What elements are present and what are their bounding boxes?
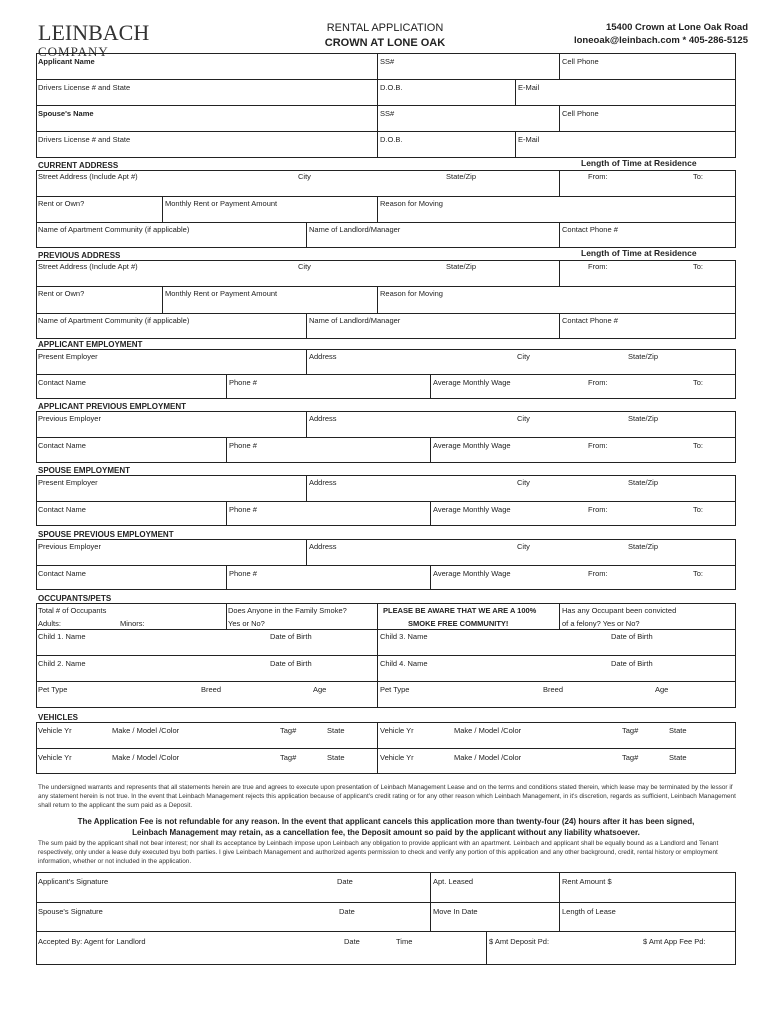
employer-address-field[interactable]: Address bbox=[309, 352, 337, 361]
vehicle-4-tag-field[interactable]: Tag# bbox=[622, 753, 639, 762]
vehicle-4-state-field[interactable]: State bbox=[669, 753, 687, 762]
child-3-name-field[interactable]: Child 3. Name bbox=[380, 632, 428, 641]
rent-amount-field[interactable]: Rent Amount $ bbox=[562, 877, 612, 886]
employer-state-field[interactable]: State/Zip bbox=[628, 542, 659, 551]
previous-address-block bbox=[36, 260, 736, 339]
employment-heading: SPOUSE EMPLOYMENT bbox=[38, 466, 131, 475]
signature-block bbox=[36, 872, 736, 965]
spouse-license-field[interactable]: Drivers License # and State bbox=[38, 135, 131, 144]
employer-from-field[interactable]: From: bbox=[588, 378, 608, 387]
vehicle-1-tag-field[interactable]: Tag# bbox=[280, 726, 297, 735]
pet-2-age-field[interactable]: Age bbox=[655, 685, 669, 694]
current-address-block bbox=[36, 170, 736, 248]
employer-phone-field[interactable]: Phone # bbox=[229, 378, 257, 387]
employer-to-field[interactable]: To: bbox=[693, 441, 704, 450]
form-title: RENTAL APPLICATION bbox=[326, 22, 444, 34]
minors-field[interactable]: Minors: bbox=[120, 619, 145, 628]
current-street-field[interactable]: Street Address (Include Apt #) bbox=[38, 172, 138, 181]
vehicle-3-state-field[interactable]: State bbox=[669, 726, 687, 735]
child-4-name-field[interactable]: Child 4. Name bbox=[380, 659, 428, 668]
office-contact: loneoak@leinbach.com * 405-286-5125 bbox=[573, 35, 748, 46]
previous-rent-own-field[interactable]: Rent or Own? bbox=[38, 289, 85, 298]
current-contact-field[interactable]: Contact Phone # bbox=[562, 225, 618, 234]
pet-1-age-field[interactable]: Age bbox=[313, 685, 327, 694]
applicant-signature-field[interactable]: Applicant's Signature bbox=[38, 877, 109, 886]
felony-answer-field[interactable]: of a felony? Yes or No? bbox=[562, 619, 640, 628]
previous-landlord-field[interactable]: Name of Landlord/Manager bbox=[309, 316, 401, 325]
deposit-paid-field[interactable]: $ Amt Deposit Pd: bbox=[489, 937, 550, 946]
occupants-heading: OCCUPANTS/PETS bbox=[38, 594, 112, 603]
pet-1-breed-field[interactable]: Breed bbox=[201, 685, 222, 694]
current-address-heading: CURRENT ADDRESS bbox=[38, 161, 119, 170]
employer-to-field[interactable]: To: bbox=[693, 378, 704, 387]
vehicle-1-year-field[interactable]: Vehicle Yr bbox=[38, 726, 72, 735]
child-3-dob-field[interactable]: Date of Birth bbox=[611, 632, 653, 641]
applicant-name-field[interactable]: Applicant Name bbox=[38, 57, 95, 66]
employer-address-field[interactable]: Address bbox=[309, 542, 337, 551]
employer-contact-field[interactable]: Contact Name bbox=[38, 569, 86, 578]
previous-to-field[interactable]: To: bbox=[693, 262, 704, 271]
current-community-field[interactable]: Name of Apartment Community (if applicable) bbox=[38, 225, 190, 234]
current-from-field[interactable]: From: bbox=[588, 172, 608, 181]
employment-heading: SPOUSE PREVIOUS EMPLOYMENT bbox=[38, 530, 174, 539]
vehicle-3-year-field[interactable]: Vehicle Yr bbox=[380, 726, 414, 735]
applicant-ss-field[interactable]: SS# bbox=[380, 57, 395, 66]
vehicle-4-make-field[interactable]: Make / Model /Color bbox=[454, 753, 522, 762]
employer-city-field[interactable]: City bbox=[517, 542, 530, 551]
employer-field[interactable]: Present Employer bbox=[38, 478, 98, 487]
vehicles-heading: VEHICLES bbox=[38, 713, 79, 722]
fee-notice-line1: The Application Fee is not refundable for any reason. In the event that applicant cancels this application more than twenty-four (24) hours after it has been signed, bbox=[77, 817, 695, 826]
previous-street-field[interactable]: Street Address (Include Apt #) bbox=[38, 262, 138, 271]
previous-monthly-field[interactable]: Monthly Rent or Payment Amount bbox=[165, 289, 278, 298]
current-city-field[interactable]: City bbox=[298, 172, 311, 181]
pet-2-type-field[interactable]: Pet Type bbox=[380, 685, 410, 694]
form-subtitle: CROWN AT LONE OAK bbox=[324, 37, 446, 49]
employment-heading: APPLICANT PREVIOUS EMPLOYMENT bbox=[38, 402, 187, 411]
current-rent-own-field[interactable]: Rent or Own? bbox=[38, 199, 85, 208]
applicant-email-field[interactable]: E-Mail bbox=[518, 83, 540, 92]
spouse-name-field[interactable]: Spouse's Name bbox=[38, 109, 94, 118]
employer-phone-field[interactable]: Phone # bbox=[229, 505, 257, 514]
smoke-question: Does Anyone in the Family Smoke? bbox=[228, 606, 347, 615]
employer-field[interactable]: Previous Employer bbox=[38, 414, 101, 423]
employer-city-field[interactable]: City bbox=[517, 478, 530, 487]
employer-to-field[interactable]: To: bbox=[693, 569, 704, 578]
previous-state-field[interactable]: State/Zip bbox=[446, 262, 477, 271]
vehicle-2-year-field[interactable]: Vehicle Yr bbox=[38, 753, 72, 762]
current-landlord-field[interactable]: Name of Landlord/Manager bbox=[309, 225, 401, 234]
total-occupants-label: Total # of Occupants bbox=[38, 606, 107, 615]
smoke-answer-field[interactable]: Yes or No? bbox=[228, 619, 265, 628]
vehicle-2-tag-field[interactable]: Tag# bbox=[280, 753, 297, 762]
employer-city-field[interactable]: City bbox=[517, 352, 530, 361]
legal-paragraph-1: The undersigned warrants and represents that all statements herein are true and agrees to execute upon presentation of Leinbach Management Lease and on the terms and conditions stated therein, which lease may be terminated by the lessor if any statement herein is not true. In the event that Leinbach Management rejects this application because of applicant's credit rating or for any other reason which Leinbach Management, in it's discretion, regards as sufficient, Leinbach Management shall return to the applicant the sum paid as a Deposit. bbox=[38, 784, 736, 809]
spouse-cell-field[interactable]: Cell Phone bbox=[562, 109, 599, 118]
agent-date-field[interactable]: Date bbox=[344, 937, 360, 946]
spouse-ss-field[interactable]: SS# bbox=[380, 109, 395, 118]
felony-question-line1: Has any Occupant been convicted bbox=[562, 606, 677, 615]
child-1-name-field[interactable]: Child 1. Name bbox=[38, 632, 86, 641]
employer-state-field[interactable]: State/Zip bbox=[628, 414, 659, 423]
previous-contact-field[interactable]: Contact Phone # bbox=[562, 316, 618, 325]
applicant-license-field[interactable]: Drivers License # and State bbox=[38, 83, 131, 92]
agent-time-field[interactable]: Time bbox=[396, 937, 413, 946]
employment-heading: APPLICANT EMPLOYMENT bbox=[38, 340, 143, 349]
vehicle-2-make-field[interactable]: Make / Model /Color bbox=[112, 753, 180, 762]
employer-field[interactable]: Previous Employer bbox=[38, 542, 101, 551]
employer-address-field[interactable]: Address bbox=[309, 414, 337, 423]
employer-from-field[interactable]: From: bbox=[588, 441, 608, 450]
child-2-dob-field[interactable]: Date of Birth bbox=[270, 659, 312, 668]
employer-wage-field[interactable]: Average Monthly Wage bbox=[433, 378, 511, 387]
employer-state-field[interactable]: State/Zip bbox=[628, 478, 659, 487]
current-to-field[interactable]: To: bbox=[693, 172, 704, 181]
spouse-signature-field[interactable]: Spouse's Signature bbox=[38, 907, 103, 916]
employer-from-field[interactable]: From: bbox=[588, 505, 608, 514]
office-address: 15400 Crown at Lone Oak Road bbox=[605, 22, 748, 33]
pet-2-breed-field[interactable]: Breed bbox=[543, 685, 564, 694]
legal-paragraph-2: The sum paid by the applicant shall not bear interest; nor shall its acceptance by Leinbach impose upon Leinbach any obligation to provide applicant with an apartment. Leinbach and applicant shall be equally bound as a Landlord and Tenant respectively, only under a lease duly executed byu both parties. I give Leinbach Management and authorized agents permission to check and verify any portion of this application and any other background, credit, rental history or employment information, whether or not included in the application. bbox=[38, 840, 719, 865]
vehicle-1-make-field[interactable]: Make / Model /Color bbox=[112, 726, 180, 735]
vehicle-1-state-field[interactable]: State bbox=[327, 726, 345, 735]
employer-phone-field[interactable]: Phone # bbox=[229, 569, 257, 578]
vehicle-3-tag-field[interactable]: Tag# bbox=[622, 726, 639, 735]
previous-length-heading: Length of Time at Residence bbox=[581, 248, 697, 258]
previous-address-heading: PREVIOUS ADDRESS bbox=[38, 251, 121, 260]
employer-wage-field[interactable]: Average Monthly Wage bbox=[433, 505, 511, 514]
smoke-free-notice-line2: SMOKE FREE COMMUNITY! bbox=[408, 619, 509, 628]
vehicle-4-year-field[interactable]: Vehicle Yr bbox=[380, 753, 414, 762]
previous-from-field[interactable]: From: bbox=[588, 262, 608, 271]
spouse-signature-date-field[interactable]: Date bbox=[339, 907, 355, 916]
employer-wage-field[interactable]: Average Monthly Wage bbox=[433, 441, 511, 450]
employer-contact-field[interactable]: Contact Name bbox=[38, 378, 86, 387]
app-fee-paid-field[interactable]: $ Amt App Fee Pd: bbox=[643, 937, 706, 946]
employer-address-field[interactable]: Address bbox=[309, 478, 337, 487]
applicant-signature-date-field[interactable]: Date bbox=[337, 877, 353, 886]
current-state-field[interactable]: State/Zip bbox=[446, 172, 477, 181]
employer-phone-field[interactable]: Phone # bbox=[229, 441, 257, 450]
previous-community-field[interactable]: Name of Apartment Community (if applicable) bbox=[38, 316, 190, 325]
employer-to-field[interactable]: To: bbox=[693, 505, 704, 514]
employer-state-field[interactable]: State/Zip bbox=[628, 352, 659, 361]
previous-reason-field[interactable]: Reason for Moving bbox=[380, 289, 443, 298]
applicant-cell-field[interactable]: Cell Phone bbox=[562, 57, 599, 66]
vehicle-2-state-field[interactable]: State bbox=[327, 753, 345, 762]
spouse-dob-field[interactable]: D.O.B. bbox=[380, 135, 403, 144]
agent-signature-field[interactable]: Accepted By: Agent for Landlord bbox=[38, 937, 146, 946]
current-length-heading: Length of Time at Residence bbox=[581, 158, 697, 168]
employer-contact-field[interactable]: Contact Name bbox=[38, 505, 86, 514]
child-2-name-field[interactable]: Child 2. Name bbox=[38, 659, 86, 668]
current-monthly-field[interactable]: Monthly Rent or Payment Amount bbox=[165, 199, 278, 208]
pet-1-type-field[interactable]: Pet Type bbox=[38, 685, 68, 694]
logo-line2: COMPANY bbox=[38, 44, 109, 59]
child-1-dob-field[interactable]: Date of Birth bbox=[270, 632, 312, 641]
fee-notice-line2: Leinbach Management may retain, as a cancellation fee, the Deposit amount so paid by the applicant without any liability whatsoever. bbox=[132, 828, 640, 837]
move-in-date-field[interactable]: Move In Date bbox=[433, 907, 478, 916]
spouse-email-field[interactable]: E-Mail bbox=[518, 135, 540, 144]
adults-field[interactable]: Adults: bbox=[38, 619, 61, 628]
vehicle-3-make-field[interactable]: Make / Model /Color bbox=[454, 726, 522, 735]
applicant-dob-field[interactable]: D.O.B. bbox=[380, 83, 403, 92]
employer-city-field[interactable]: City bbox=[517, 414, 530, 423]
smoke-free-notice-line1: PLEASE BE AWARE THAT WE ARE A 100% bbox=[383, 606, 537, 615]
current-reason-field[interactable]: Reason for Moving bbox=[380, 199, 443, 208]
apt-leased-field[interactable]: Apt. Leased bbox=[433, 877, 474, 886]
employer-from-field[interactable]: From: bbox=[588, 569, 608, 578]
employer-wage-field[interactable]: Average Monthly Wage bbox=[433, 569, 511, 578]
logo-line1: LEINBACH bbox=[38, 20, 150, 45]
previous-city-field[interactable]: City bbox=[298, 262, 311, 271]
employer-field[interactable]: Present Employer bbox=[38, 352, 98, 361]
lease-length-field[interactable]: Length of Lease bbox=[562, 907, 616, 916]
employer-contact-field[interactable]: Contact Name bbox=[38, 441, 86, 450]
child-4-dob-field[interactable]: Date of Birth bbox=[611, 659, 653, 668]
